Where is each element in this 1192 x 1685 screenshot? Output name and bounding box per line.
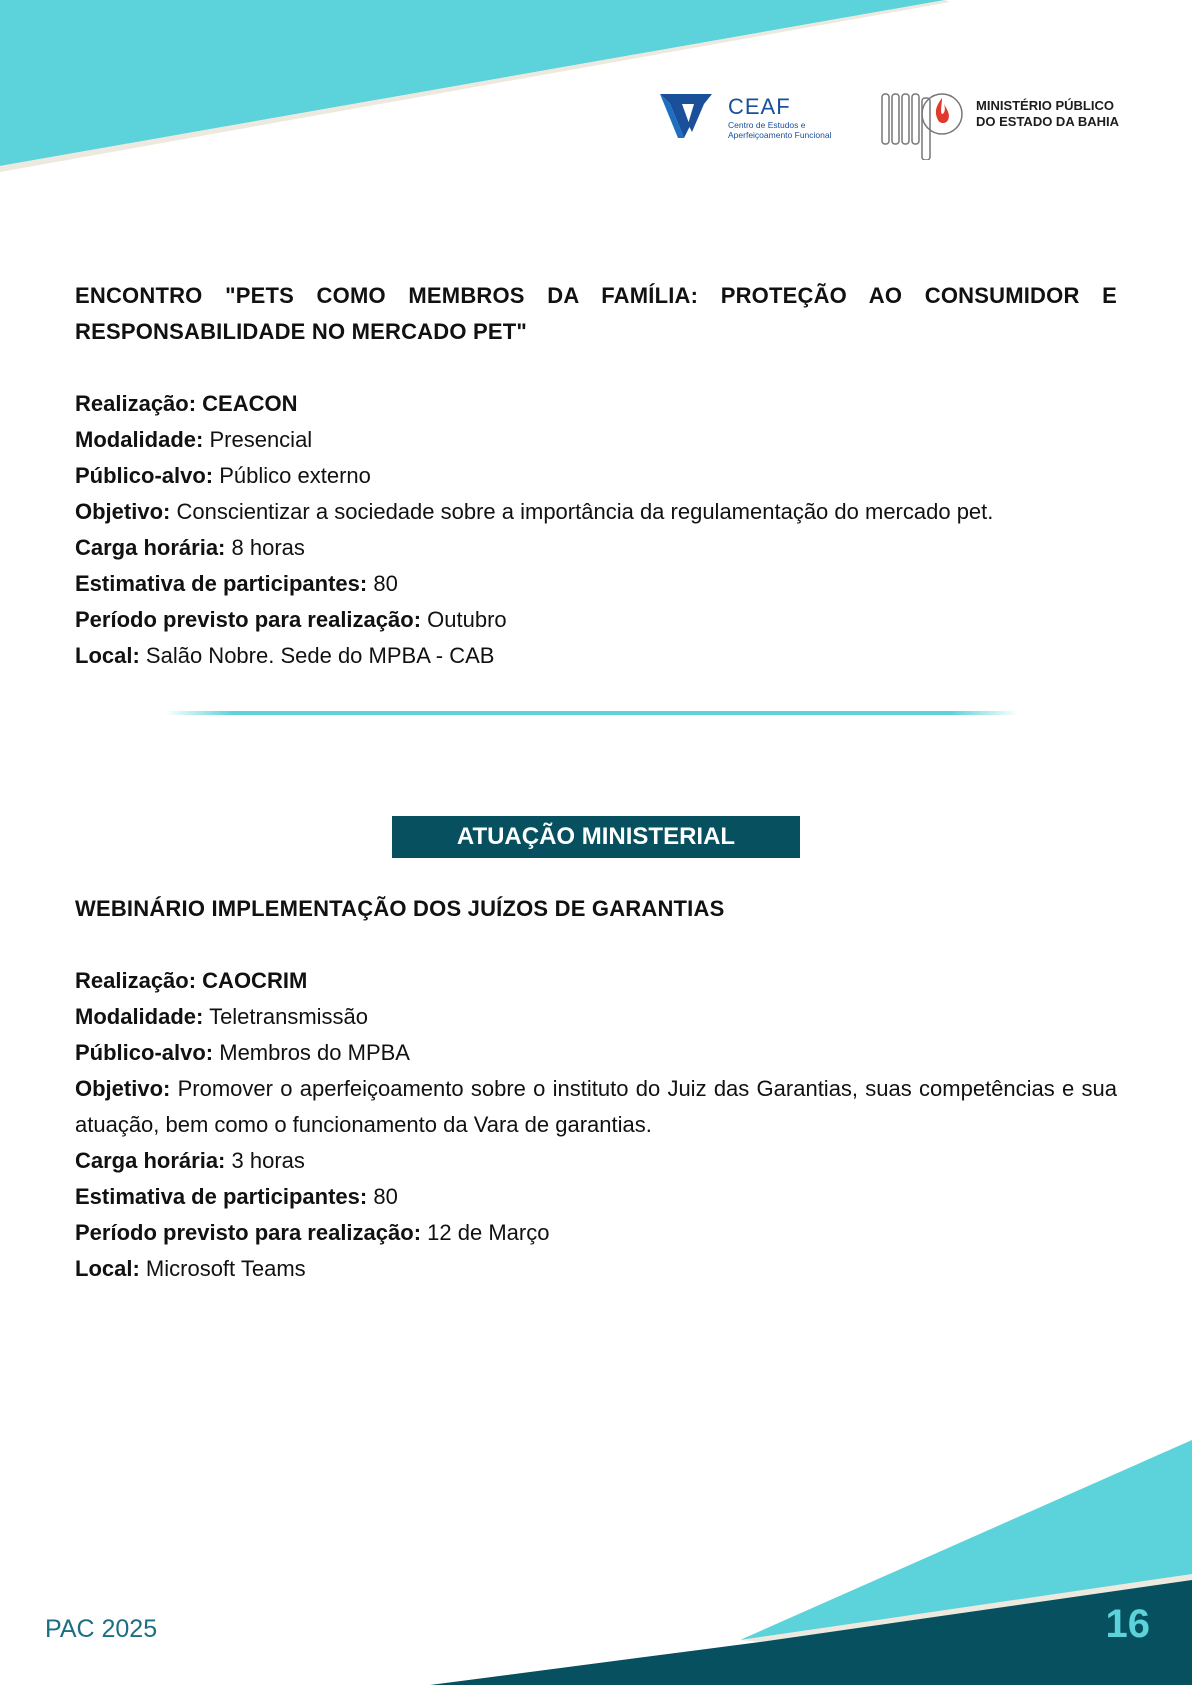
event-2-estimativa-label: Estimativa de participantes:	[75, 1184, 368, 1209]
event-1-estimativa	[75, 566, 1117, 602]
event-2	[75, 891, 1117, 1287]
ceaf-logo	[658, 90, 848, 146]
event-2-modalidade	[75, 999, 1117, 1035]
event-1-periodo-value: Outubro	[427, 607, 507, 632]
event-1-objetivo-label: Objetivo:	[75, 499, 171, 524]
event-2-objetivo-label: Objetivo:	[75, 1076, 171, 1101]
mp-logo-text	[976, 98, 1119, 130]
mp-emblem-icon	[880, 90, 966, 160]
event-1-publico-label: Público-alvo:	[75, 463, 214, 488]
event-2-title: WEBINÁRIO IMPLEMENTAÇÃO DOS JUÍZOS DE GARANTIAS	[75, 896, 725, 921]
ceaf-logo-name: CEAF	[728, 94, 791, 119]
event-2-objetivo	[75, 1071, 1117, 1143]
event-2-fields	[75, 963, 1117, 1287]
event-2-carga	[75, 1143, 1117, 1179]
section-divider	[165, 711, 1018, 715]
ceaf-logo-subtitle	[728, 120, 858, 140]
event-2-objetivo-value: Promover o aperfeiçoamento sobre o instituto do Juiz das Garantias, suas competências e sua atuação, bem como o funcionamento da Vara de garantias.	[75, 1076, 1117, 1137]
event-1-objetivo-value: Conscientizar a sociedade sobre a importância da regulamentação do mercado pet.	[176, 499, 994, 524]
event-2-realizacao-label: Realização: CAOCRIM	[75, 968, 308, 993]
ceaf-logo-subtitle-line1: Centro de Estudos e	[728, 120, 806, 130]
event-1-objetivo	[75, 494, 1117, 530]
event-1-realizacao-label: Realização: CEACON	[75, 391, 298, 416]
event-2-publico	[75, 1035, 1117, 1071]
event-2-carga-label: Carga horária:	[75, 1148, 226, 1173]
event-1-local-label: Local:	[75, 643, 140, 668]
event-1-local-value: Salão Nobre. Sede do MPBA - CAB	[145, 643, 495, 668]
event-1-carga-label: Carga horária:	[75, 535, 226, 560]
ceaf-logo-subtitle-line2: Aperfeiçoamento Funcional	[728, 130, 832, 140]
mp-bahia-logo	[880, 90, 1140, 162]
event-1-modalidade-value: Presencial	[209, 427, 313, 452]
event-2-carga-value: 3 horas	[231, 1148, 305, 1173]
footer-document-label: PAC 2025	[45, 1615, 158, 1643]
event-2-periodo	[75, 1215, 1117, 1251]
event-1-fields	[75, 386, 1117, 674]
event-2-local-label: Local:	[75, 1256, 140, 1281]
event-2-periodo-value: 12 de Março	[427, 1220, 550, 1245]
mp-logo-line1: MINISTÉRIO PÚBLICO	[976, 98, 1114, 113]
mp-logo-line2: DO ESTADO DA BAHIA	[976, 114, 1119, 129]
event-1-periodo-label: Período previsto para realização:	[75, 607, 422, 632]
event-1-modalidade-label: Modalidade:	[75, 427, 204, 452]
event-1-periodo	[75, 602, 1117, 638]
event-2-local-value: Microsoft Teams	[145, 1256, 306, 1281]
event-1-publico	[75, 458, 1117, 494]
event-2-publico-value: Membros do MPBA	[219, 1040, 410, 1065]
event-1-local	[75, 638, 1117, 674]
event-1-carga-value: 8 horas	[231, 535, 305, 560]
event-2-realizacao	[75, 963, 1117, 999]
page-number: 16	[1105, 1602, 1150, 1646]
event-1-title: ENCONTRO "PETS COMO MEMBROS DA FAMÍLIA: PROTEÇÃO AO CONSUMIDOR E RESPONSABILIDADE NO MERCADO PET"	[75, 283, 1117, 344]
event-1-modalidade	[75, 422, 1117, 458]
event-1	[75, 278, 1117, 674]
event-2-periodo-label: Período previsto para realização:	[75, 1220, 422, 1245]
event-2-modalidade-label: Modalidade:	[75, 1004, 204, 1029]
event-1-estimativa-value: 80	[373, 571, 398, 596]
section-banner-atuacao-ministerial: ATUAÇÃO MINISTERIAL	[392, 816, 800, 858]
ceaf-emblem-icon	[658, 90, 714, 142]
event-1-publico-value: Público externo	[219, 463, 371, 488]
event-2-publico-label: Público-alvo:	[75, 1040, 214, 1065]
event-2-estimativa	[75, 1179, 1117, 1215]
event-2-modalidade-value: Teletransmissão	[209, 1004, 369, 1029]
event-1-carga	[75, 530, 1117, 566]
event-1-realizacao	[75, 386, 1117, 422]
event-1-estimativa-label: Estimativa de participantes:	[75, 571, 368, 596]
event-2-estimativa-value: 80	[373, 1184, 398, 1209]
event-2-local	[75, 1251, 1117, 1287]
